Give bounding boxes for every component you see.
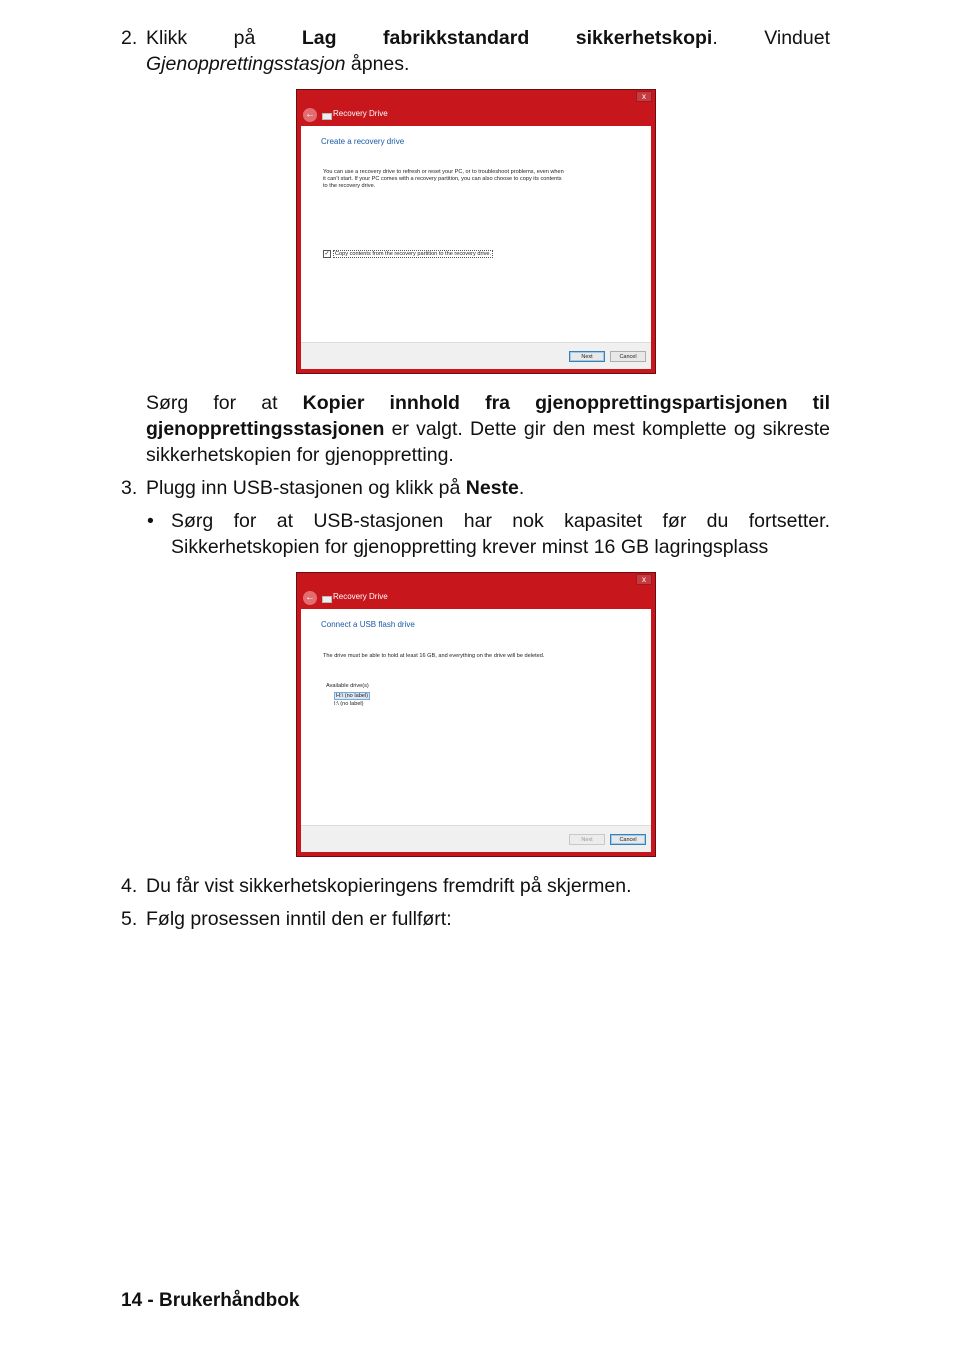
- page-footer: 14 - Brukerhåndbok: [121, 1290, 300, 1311]
- copy-contents-checkbox-row[interactable]: [323, 250, 493, 258]
- checkbox-checked-icon[interactable]: ✓: [324, 251, 330, 257]
- bullet-icon: •: [147, 510, 154, 532]
- step-5-number: 5.: [121, 908, 138, 930]
- next-button[interactable]: Next: [569, 351, 605, 362]
- dialog-heading: Connect a USB flash drive: [321, 620, 415, 629]
- note-paragraph: Sørg for at Kopier innhold fra gjenopprettingspartisjonen til gjenopprettingsstasjonen er valgt. Dette gir den mest komplette og sikreste sikkerhetskopien for gjenoppretting.: [146, 392, 831, 466]
- back-arrow-icon[interactable]: ←: [305, 592, 315, 603]
- drive-item-i[interactable]: I:\ (no label): [334, 701, 364, 707]
- drive-icon: [322, 596, 332, 603]
- window-navbar: [299, 589, 653, 609]
- next-button[interactable]: Next: [569, 834, 605, 845]
- step-5-text: Følg prosessen inntil den er fullført:: [146, 908, 452, 930]
- available-drives-list: [326, 681, 370, 709]
- bold-instruction: Lag fabrikkstandard sikkerhetskopi: [301, 27, 713, 49]
- step-3-number: 3.: [121, 477, 138, 499]
- step-4-text: Du får vist sikkerhetskopieringens fremdrift på skjermen.: [146, 875, 632, 897]
- window-navbar: [299, 106, 653, 126]
- step-2-number: 2.: [121, 27, 138, 49]
- window-content: [301, 609, 651, 852]
- back-arrow-icon[interactable]: ←: [305, 109, 315, 120]
- step-2-line-1: Klikk på Lag fabrikkstandard sikkerhetskopi. Vinduet: [146, 27, 831, 49]
- recovery-drive-screenshot-1: [296, 89, 656, 374]
- window-content: [301, 126, 651, 369]
- window-titlebar: [297, 573, 655, 589]
- recovery-drive-screenshot-2: [296, 572, 656, 857]
- close-button[interactable]: x: [636, 574, 652, 585]
- close-button[interactable]: x: [636, 91, 652, 102]
- drive-icon: [322, 113, 332, 120]
- next-label: Neste: [465, 477, 519, 499]
- window-title: Recovery Drive: [333, 109, 388, 118]
- checkbox-label: Copy contents from the recovery partition to the recovery drive.: [335, 251, 492, 258]
- dialog-footer: [301, 342, 651, 369]
- dialog-footer: [301, 825, 651, 852]
- option-name: Kopier innhold fra gjenopprettingspartisjonen til gjenopprettingsstasjonen: [146, 392, 831, 440]
- cancel-button[interactable]: Cancel: [610, 351, 646, 362]
- window-titlebar: [297, 90, 655, 106]
- step-4-number: 4.: [121, 875, 138, 897]
- dialog-description: You can use a recovery drive to refresh or reset your PC, or to troubleshoot problems, even when it can't start. If your PC comes with a recovery partition, you can also choose to copy its contents to the recovery drive.: [323, 169, 564, 189]
- bullet-text: Sørg for at USB-stasjonen har nok kapasitet før du fortsetter. Sikkerhetskopien for gjenoppretting krever minst 16 GB lagringsplass: [171, 510, 830, 558]
- step-3-text: Plugg inn USB-stasjonen og klikk på Neste.: [146, 477, 525, 499]
- cancel-button[interactable]: Cancel: [610, 834, 646, 845]
- window-title: Recovery Drive: [333, 592, 388, 601]
- step-2-line-2: Gjenopprettingsstasjon åpnes.: [146, 53, 410, 75]
- drive-item-h[interactable]: H:\ (no label): [336, 693, 369, 699]
- dialog-description: The drive must be able to hold at least 16 GB, and everything on the drive will be deleted.: [323, 653, 545, 659]
- drives-label: Available drive(s): [326, 683, 369, 689]
- dialog-heading: Create a recovery drive: [321, 137, 405, 146]
- step-2-text: [146, 25, 830, 77]
- window-name: Gjenopprettingsstasjon: [146, 53, 346, 75]
